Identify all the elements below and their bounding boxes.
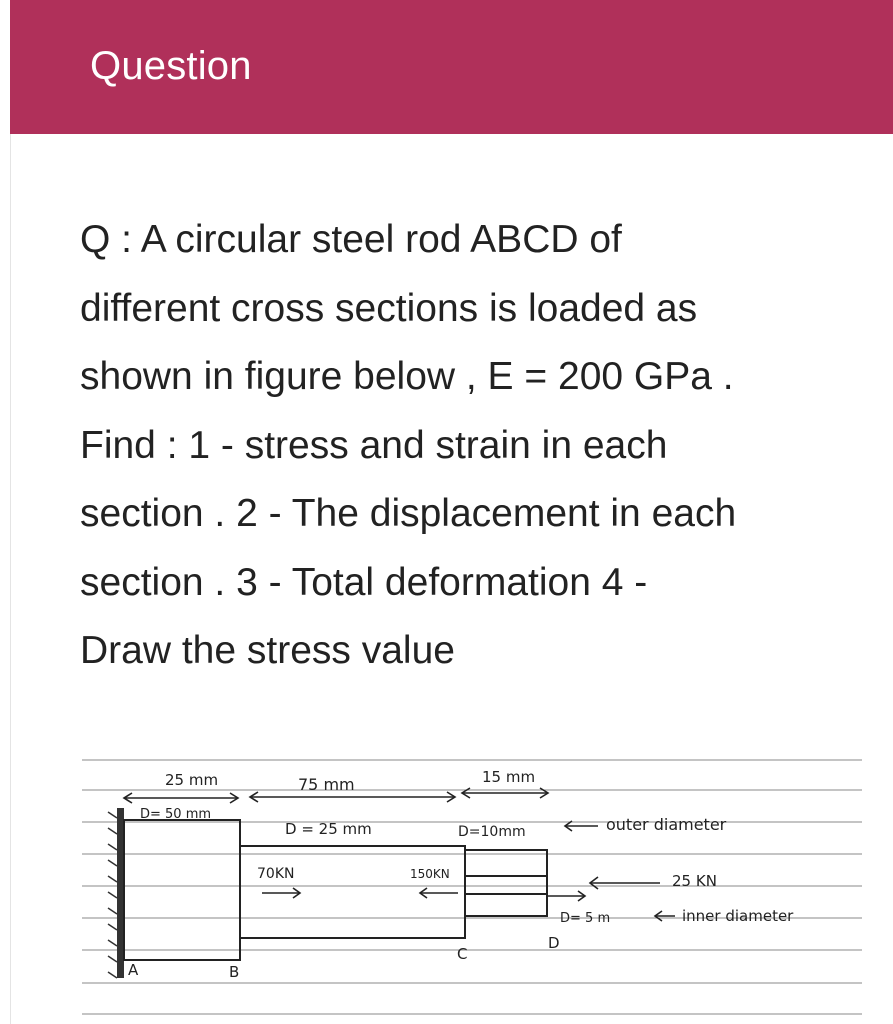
diameter-cd-label: D=10mm xyxy=(458,824,526,840)
point-d-label: D xyxy=(548,934,560,952)
inner-diameter-label: D= 5 m xyxy=(560,911,611,926)
rod-figure xyxy=(82,752,862,1024)
header-title: Question xyxy=(90,44,252,88)
diameter-ab-label: D= 50 mm xyxy=(140,807,212,822)
length-cd-label: 15 mm xyxy=(482,768,536,786)
load-b-label: 70KN xyxy=(257,866,295,882)
section-cd xyxy=(465,850,547,916)
question-line-7: Draw the stress value xyxy=(80,629,455,672)
question-line-2: different cross sections is loaded as xyxy=(80,286,698,330)
question-line-6: section . 3 - Total deformation 4 - xyxy=(80,560,648,604)
rod-sections xyxy=(124,820,547,960)
diameter-bc-label: D = 25 mm xyxy=(285,820,372,838)
question-header xyxy=(10,0,893,134)
load-c-label: 150KN xyxy=(410,867,450,881)
point-c-label: C xyxy=(457,945,468,963)
question-line-1: Q : A circular steel rod ABCD of xyxy=(80,218,622,261)
length-ab-label: 25 mm xyxy=(165,771,219,789)
load-d-label: 25 KN xyxy=(672,872,717,890)
fixed-wall xyxy=(108,808,124,978)
inner-diameter-note: inner diameter xyxy=(682,907,794,925)
length-bc-label: 75 mm xyxy=(298,775,355,794)
point-a-label: A xyxy=(128,961,139,979)
point-b-label: B xyxy=(229,963,240,981)
question-line-3: shown in figure below , E = 200 GPa . xyxy=(80,355,734,398)
question-text xyxy=(80,206,870,686)
question-line-5: section . 2 - The displacement in each xyxy=(80,492,737,535)
question-line-4: Find : 1 - stress and strain in each xyxy=(80,423,668,467)
card-border xyxy=(10,134,11,1024)
section-ab xyxy=(124,820,240,960)
section-bc xyxy=(240,846,465,938)
outer-diameter-note: outer diameter xyxy=(606,815,727,834)
